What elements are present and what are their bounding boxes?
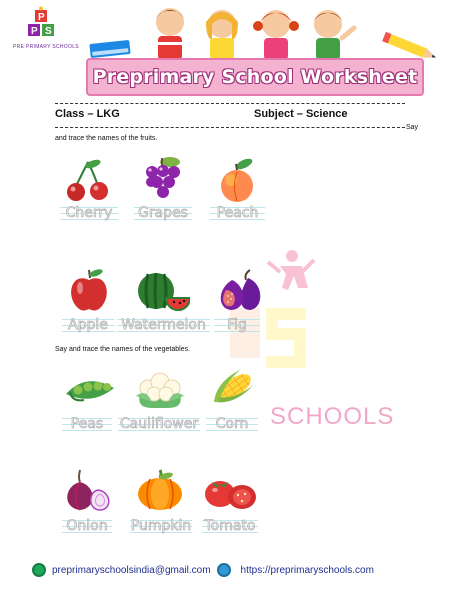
email-icon: [32, 563, 46, 577]
trace-cauliflower: [118, 417, 200, 433]
peach-icon: [210, 156, 266, 206]
footer-website[interactable]: https://preprimaryschools.com: [240, 564, 374, 576]
trace-peach: [210, 206, 265, 222]
trace-watermelon: [117, 318, 210, 334]
header-divider: [55, 103, 405, 104]
trace-word: Onion: [66, 518, 108, 534]
trace-word: Corn: [215, 416, 249, 432]
trace-tomato: [202, 519, 258, 535]
footer: [32, 560, 452, 580]
book-icon: [86, 38, 134, 60]
cauliflower-icon: [132, 364, 188, 414]
trace-grapes: [134, 206, 192, 222]
logo-tagline: PRE PRIMARY SCHOOLS: [13, 44, 79, 50]
trace-word: Apple: [68, 317, 108, 333]
fruits-instruction: and trace the names of the fruits.: [55, 135, 158, 142]
fig-icon: [210, 264, 266, 314]
globe-icon: [217, 563, 231, 577]
pumpkin-icon: [132, 464, 188, 514]
trace-word: Cherry: [65, 205, 113, 221]
trace-word: Peach: [216, 205, 259, 221]
trace-word: Peas: [70, 416, 104, 432]
trace-apple: [62, 318, 114, 334]
instruction-say: Say: [406, 124, 419, 131]
trace-word: Pumpkin: [130, 518, 192, 534]
trace-onion: [62, 519, 112, 535]
trace-corn: [206, 417, 258, 433]
svg-text:S: S: [45, 26, 52, 37]
tomato-icon: [202, 464, 258, 514]
trace-peas: [62, 417, 112, 433]
trace-fig: [214, 318, 260, 334]
worksheet-title: Preprimary School Worksheet: [92, 66, 418, 88]
worksheet-title-banner: [86, 58, 424, 96]
trace-word: Watermelon: [121, 317, 206, 333]
trace-word: Grapes: [138, 205, 188, 221]
trace-cherry: [60, 206, 118, 222]
trace-word: Fig: [227, 317, 247, 333]
trace-pumpkin: [130, 519, 192, 535]
watermark-text: SCHOOLS: [270, 403, 395, 430]
meta-divider: [55, 127, 405, 128]
vegetables-instruction: Say and trace the names of the vegetables.: [55, 346, 191, 353]
peas-icon: [62, 366, 118, 416]
svg-text:P: P: [31, 26, 38, 37]
trace-word: Cauliflower: [119, 416, 199, 432]
apple-icon: [62, 264, 118, 314]
onion-icon: [60, 464, 116, 514]
svg-text:P: P: [38, 12, 45, 23]
corn-icon: [204, 364, 260, 414]
grapes-icon: [134, 154, 190, 204]
kids-illustration: [140, 2, 360, 60]
class-label: Class – LKG: [55, 108, 120, 120]
footer-email[interactable]: preprimaryschoolsindia@gmail.com: [52, 564, 211, 576]
subject-label: Subject – Science: [254, 108, 348, 120]
watermelon-icon: [134, 264, 190, 314]
trace-word: Tomato: [204, 518, 256, 534]
cherry-icon: [60, 156, 116, 206]
